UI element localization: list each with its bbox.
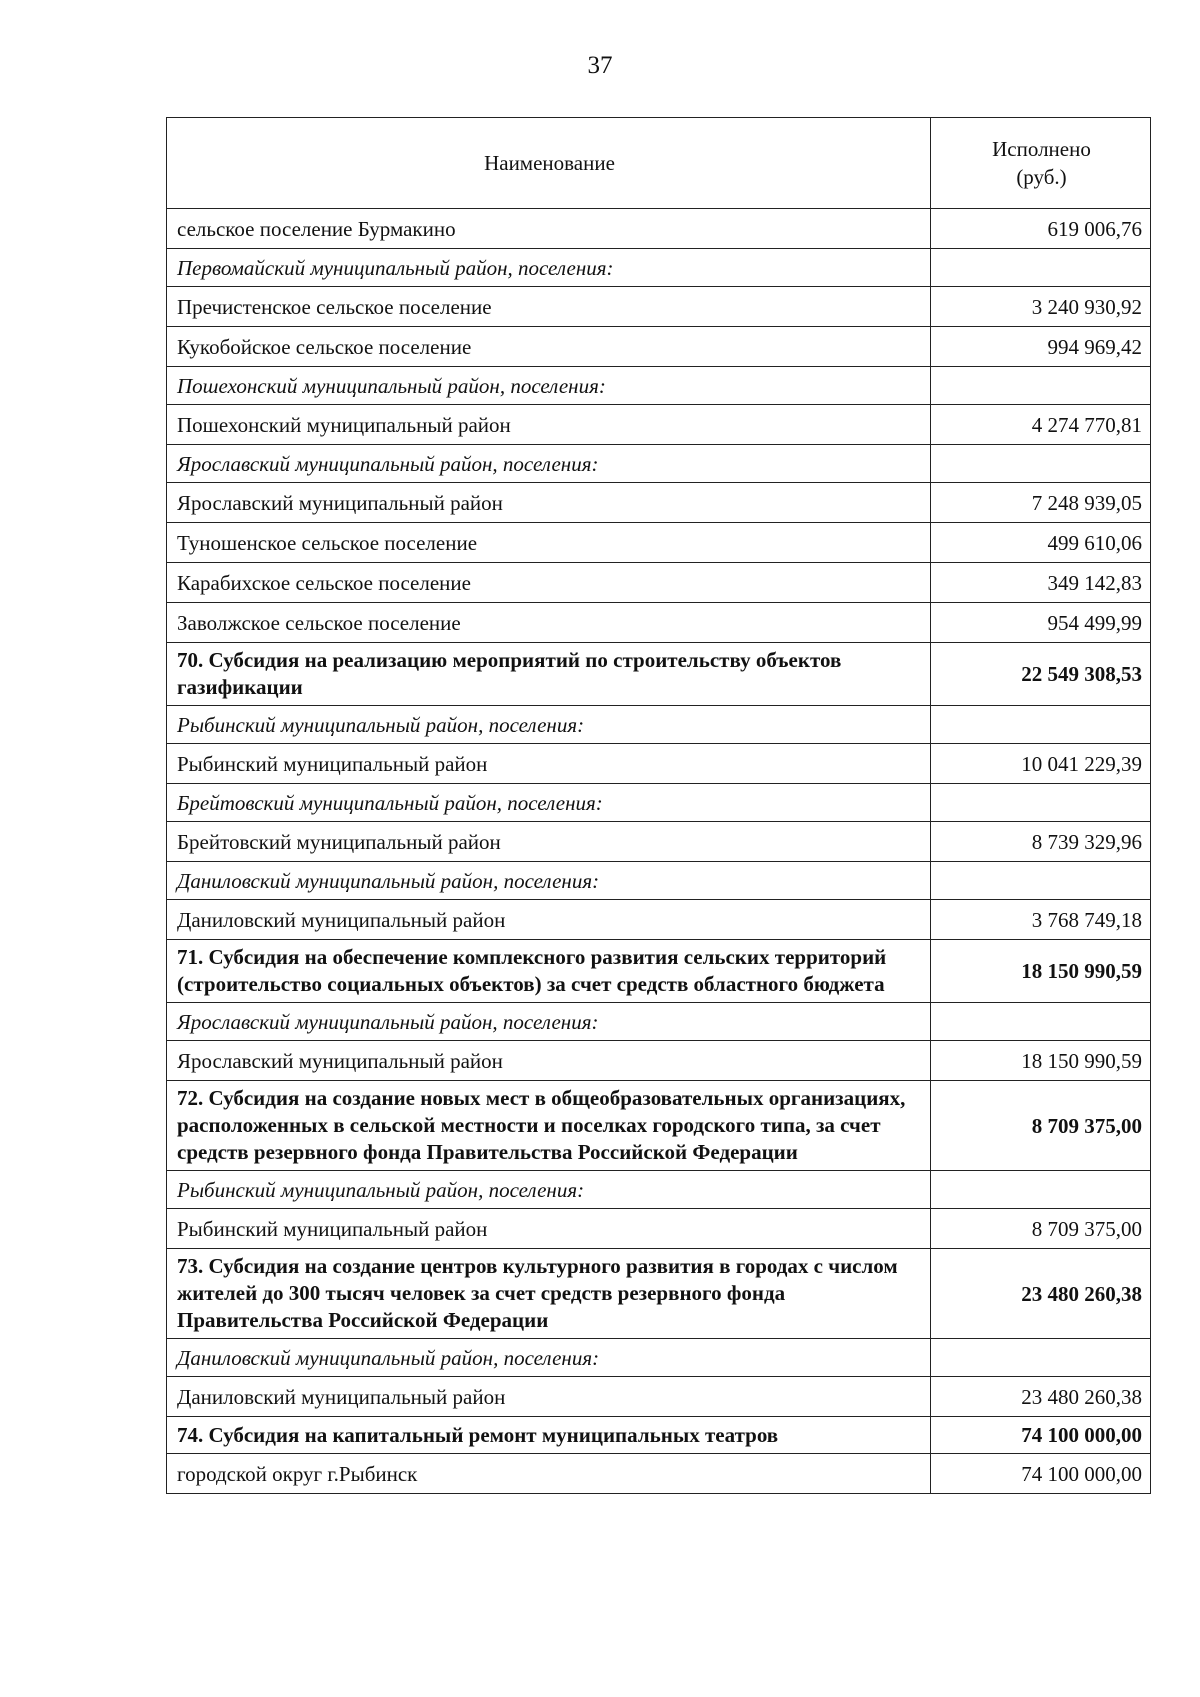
- row-amount: [931, 445, 1151, 483]
- table-row: [167, 1209, 1151, 1249]
- row-amount: 349 142,83: [931, 563, 1151, 603]
- row-amount: [931, 249, 1151, 287]
- row-amount: 8 739 329,96: [931, 822, 1151, 862]
- table-row: [167, 1041, 1151, 1081]
- district-group-row: [167, 862, 1151, 900]
- table-body: [167, 209, 1151, 1494]
- subsidy-row: [167, 643, 1151, 706]
- row-name: Туношенское сельское поселение: [167, 523, 931, 563]
- subsidy-row: [167, 1081, 1151, 1171]
- row-amount: 7 248 939,05: [931, 483, 1151, 523]
- table-row: [167, 744, 1151, 784]
- header-amount-line2: (руб.): [1016, 165, 1067, 189]
- table-row: [167, 405, 1151, 445]
- row-amount: 18 150 990,59: [931, 940, 1151, 1003]
- district-group-row: [167, 249, 1151, 287]
- row-amount: 954 499,99: [931, 603, 1151, 643]
- subsidy-row: [167, 1249, 1151, 1339]
- row-name: Кукобойское сельское поселение: [167, 327, 931, 367]
- row-name: Заволжское сельское поселение: [167, 603, 931, 643]
- row-amount: 994 969,42: [931, 327, 1151, 367]
- subsidy-row: [167, 1417, 1151, 1454]
- row-amount: [931, 1171, 1151, 1209]
- row-name: Ярославский муниципальный район: [167, 483, 931, 523]
- row-name: 71. Субсидия на обеспечение комплексного развития сельских территорий (строительство социальных объектов) за счет средств областного бюджета: [167, 940, 931, 1003]
- row-name: Рыбинский муниципальный район: [167, 744, 931, 784]
- row-name: Рыбинский муниципальный район, поселения:: [167, 706, 931, 744]
- row-amount: [931, 1339, 1151, 1377]
- header-amount-line1: Исполнено: [992, 137, 1091, 161]
- row-amount: 74 100 000,00: [931, 1454, 1151, 1494]
- row-name: Ярославский муниципальный район, поселения:: [167, 1003, 931, 1041]
- table-header-row: [167, 118, 1151, 209]
- row-amount: [931, 706, 1151, 744]
- row-name: 72. Субсидия на создание новых мест в общеобразовательных организациях, расположенных в сельской местности и поселках городского типа, за счет средств резервного фонда Правительства Российской Федерации: [167, 1081, 931, 1171]
- row-name: Даниловский муниципальный район, поселения:: [167, 862, 931, 900]
- row-amount: 4 274 770,81: [931, 405, 1151, 445]
- row-name: Рыбинский муниципальный район, поселения:: [167, 1171, 931, 1209]
- table-row: [167, 483, 1151, 523]
- row-name: Даниловский муниципальный район, поселения:: [167, 1339, 931, 1377]
- row-amount: 74 100 000,00: [931, 1417, 1151, 1454]
- row-name: Даниловский муниципальный район: [167, 900, 931, 940]
- row-name: Пречистенское сельское поселение: [167, 287, 931, 327]
- page-number: 37: [587, 52, 613, 79]
- row-name: Карабихское сельское поселение: [167, 563, 931, 603]
- row-name: 70. Субсидия на реализацию мероприятий по строительству объектов газификации: [167, 643, 931, 706]
- row-amount: 8 709 375,00: [931, 1209, 1151, 1249]
- table-row: [167, 1454, 1151, 1494]
- row-name: Рыбинский муниципальный район: [167, 1209, 931, 1249]
- row-name: Брейтовский муниципальный район, поселения:: [167, 784, 931, 822]
- row-name: Даниловский муниципальный район: [167, 1377, 931, 1417]
- header-amount: [931, 118, 1151, 209]
- row-amount: 3 768 749,18: [931, 900, 1151, 940]
- district-group-row: [167, 706, 1151, 744]
- table-row: [167, 209, 1151, 249]
- row-name: городской округ г.Рыбинск: [167, 1454, 931, 1494]
- row-amount: 499 610,06: [931, 523, 1151, 563]
- row-name: Пошехонский муниципальный район: [167, 405, 931, 445]
- row-name: 73. Субсидия на создание центров культурного развития в городах с числом жителей до 300 тысяч человек за счет средств резервного фонда Правительства Российской Федерации: [167, 1249, 931, 1339]
- row-amount: 3 240 930,92: [931, 287, 1151, 327]
- header-name: Наименование: [167, 118, 931, 209]
- row-amount: [931, 1003, 1151, 1041]
- table-row: [167, 287, 1151, 327]
- row-amount: 619 006,76: [931, 209, 1151, 249]
- table-row: [167, 603, 1151, 643]
- row-amount: 22 549 308,53: [931, 643, 1151, 706]
- row-name: Брейтовский муниципальный район: [167, 822, 931, 862]
- district-group-row: [167, 1339, 1151, 1377]
- row-name: Ярославский муниципальный район: [167, 1041, 931, 1081]
- district-group-row: [167, 1003, 1151, 1041]
- row-amount: 23 480 260,38: [931, 1377, 1151, 1417]
- district-group-row: [167, 784, 1151, 822]
- row-amount: [931, 367, 1151, 405]
- row-name: Ярославский муниципальный район, поселения:: [167, 445, 931, 483]
- table-row: [167, 1377, 1151, 1417]
- budget-table: [166, 117, 1151, 1494]
- row-amount: 23 480 260,38: [931, 1249, 1151, 1339]
- table-row: [167, 900, 1151, 940]
- row-amount: [931, 862, 1151, 900]
- table-row: [167, 822, 1151, 862]
- district-group-row: [167, 1171, 1151, 1209]
- row-amount: [931, 784, 1151, 822]
- table-row: [167, 523, 1151, 563]
- district-group-row: [167, 445, 1151, 483]
- subsidy-row: [167, 940, 1151, 1003]
- table-row: [167, 563, 1151, 603]
- row-amount: 10 041 229,39: [931, 744, 1151, 784]
- row-name: 74. Субсидия на капитальный ремонт муниципальных театров: [167, 1417, 931, 1454]
- row-amount: 8 709 375,00: [931, 1081, 1151, 1171]
- row-name: сельское поселение Бурмакино: [167, 209, 931, 249]
- row-name: Первомайский муниципальный район, поселения:: [167, 249, 931, 287]
- row-amount: 18 150 990,59: [931, 1041, 1151, 1081]
- table-row: [167, 327, 1151, 367]
- district-group-row: [167, 367, 1151, 405]
- row-name: Пошехонский муниципальный район, поселения:: [167, 367, 931, 405]
